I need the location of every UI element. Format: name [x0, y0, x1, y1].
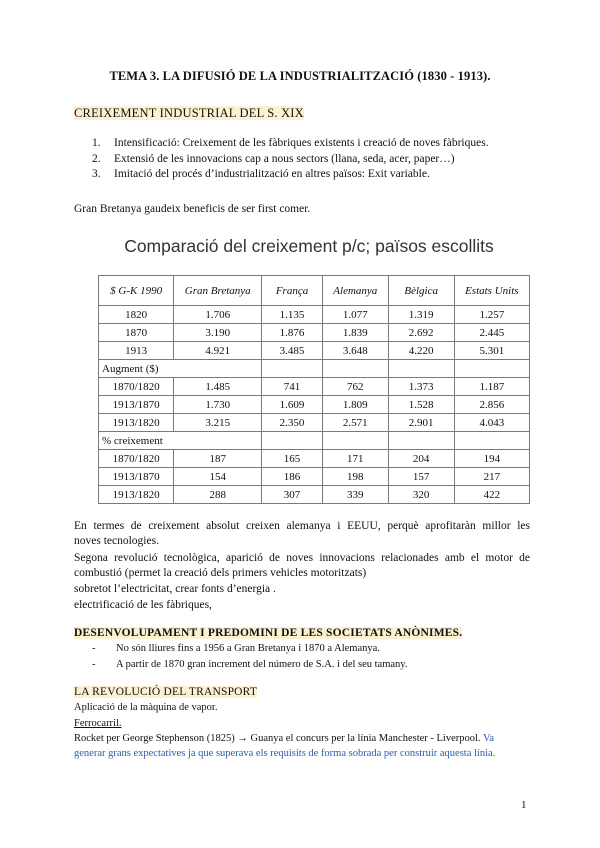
list-number: 2. — [92, 152, 101, 165]
table-cell: 1820 — [99, 306, 174, 324]
paragraph-2-line-2: combustió (permet la creació dels primers vehicles motoritzats) — [74, 567, 367, 579]
table-cell: 217 — [454, 468, 529, 486]
list-text: Extensió de les innovacions cap a nous sectors (llana, seda, acer, paper…) — [114, 152, 455, 165]
table-cell: 194 — [454, 450, 529, 468]
table-cell: 3.190 — [174, 324, 262, 342]
list-dash: - — [92, 659, 96, 670]
table-section-label: % creixement — [99, 432, 174, 450]
table-header-cell: Alemanya — [322, 276, 388, 306]
section1-heading-text: CREIXEMENT INDUSTRIAL DEL S. XIX — [74, 106, 304, 120]
paragraph-4: electrificació de les fàbriques, — [74, 599, 212, 611]
table-cell: 1.257 — [454, 306, 529, 324]
table-cell: 1.706 — [174, 306, 262, 324]
table-cell: 171 — [322, 450, 388, 468]
table-row — [99, 306, 530, 324]
table-cell: 1870/1820 — [99, 378, 174, 396]
table-cell: 1870/1820 — [99, 450, 174, 468]
growth-comparison-table — [98, 275, 530, 504]
table-cell: 1.373 — [388, 378, 454, 396]
table-cell: 1913 — [99, 342, 174, 360]
table-cell: 1.876 — [262, 324, 323, 342]
table-cell: 4.921 — [174, 342, 262, 360]
paragraph-1-line-1: En termes de creixement absolut creixen alemanya i EEUU, perquè aprofitaràn millor les — [74, 520, 530, 532]
table-cell: 187 — [174, 450, 262, 468]
list-item — [92, 641, 532, 657]
rocket-text-blue: Va — [483, 733, 495, 744]
first-comer-note: Gran Bretanya gaudeix beneficis de ser first comer. — [74, 203, 311, 215]
railway-subheading: Ferrocarril. — [74, 718, 122, 729]
list-item — [92, 167, 542, 183]
table-cell: 288 — [174, 486, 262, 504]
table-cell: 5.301 — [454, 342, 529, 360]
table-cell: 741 — [262, 378, 323, 396]
table-section-row — [99, 432, 530, 450]
table-cell: 1913/1820 — [99, 414, 174, 432]
table-header-cell: Bèlgica — [388, 276, 454, 306]
expectations-line: generar grans expectatives ja que superava els requisits de forma sobrada per construir aquesta línia. — [74, 748, 496, 759]
table-row — [99, 396, 530, 414]
table-cell: 186 — [262, 468, 323, 486]
table-row — [99, 468, 530, 486]
table-header-cell: França — [262, 276, 323, 306]
list-item — [92, 657, 532, 673]
table-cell: 1913/1820 — [99, 486, 174, 504]
list-dash: - — [92, 643, 96, 654]
table-cell: 1.609 — [262, 396, 323, 414]
table-row — [99, 450, 530, 468]
section-heading-societies — [74, 627, 462, 639]
table-cell: 2.901 — [388, 414, 454, 432]
table-cell: 1.077 — [322, 306, 388, 324]
table-cell: 154 — [174, 468, 262, 486]
table-cell: 1.135 — [262, 306, 323, 324]
table-cell: 204 — [388, 450, 454, 468]
table-cell: 422 — [454, 486, 529, 504]
table-row — [99, 378, 530, 396]
section2-heading-text: DESENVOLUPAMENT I PREDOMINI DE LES SOCIETATS ANÒNIMES. — [74, 627, 463, 639]
table-cell: 2.856 — [454, 396, 529, 414]
table-cell: 4.043 — [454, 414, 529, 432]
section3-heading-text: LA REVOLUCIÓ DEL TRANSPORT — [74, 686, 258, 698]
table-cell: 1870 — [99, 324, 174, 342]
table-header-cell: Gran Bretanya — [174, 276, 262, 306]
table-header-cell: Estats Units — [454, 276, 529, 306]
table-row — [99, 414, 530, 432]
list-item — [92, 152, 542, 168]
table-cell: 3.485 — [262, 342, 323, 360]
table-cell: 1.319 — [388, 306, 454, 324]
table-cell: 339 — [322, 486, 388, 504]
rocket-text: Rocket per George Stephenson (1825) → Guanya el concurs per la línia Manchester - Liverpool. — [74, 733, 481, 744]
list-item — [92, 136, 542, 152]
section-heading-transport — [74, 686, 257, 698]
table-cell: 2.571 — [322, 414, 388, 432]
table-cell: 307 — [262, 486, 323, 504]
table-row — [99, 342, 530, 360]
list-text: Imitació del procés d’industrialització en altres països: Exit variable. — [114, 168, 430, 180]
table-cell: 2.445 — [454, 324, 529, 342]
table-cell: 3.215 — [174, 414, 262, 432]
steam-engine-line: Aplicació de la màquina de vapor. — [74, 702, 218, 713]
table-cell: 165 — [262, 450, 323, 468]
list-text: Intensificació: Creixement de les fàbriques existents i creació de noves fàbriques. — [114, 137, 489, 149]
table-cell: 2.692 — [388, 324, 454, 342]
table-cell: 1.528 — [388, 396, 454, 414]
table-header-row — [99, 276, 530, 306]
table-cell: 1.187 — [454, 378, 529, 396]
table-cell: 4.220 — [388, 342, 454, 360]
paragraph-1-line-2: noves tecnologies. — [74, 535, 159, 547]
rocket-line — [74, 731, 494, 747]
table-cell: 1.839 — [322, 324, 388, 342]
table-cell: 320 — [388, 486, 454, 504]
growth-list — [92, 136, 542, 183]
table-cell: 1.809 — [322, 396, 388, 414]
table-section-label: Augment ($) — [99, 360, 174, 378]
table-title: Comparació del creixement p/c; països escollits — [124, 236, 494, 256]
page-number: 1 — [521, 799, 527, 811]
paragraph-2-line-1: Segona revolució tecnològica, aparició de noves innovacions relacionades amb el motor de — [74, 552, 530, 564]
paragraph-3: sobretot l’electricitat, crear fonts d’energia . — [74, 583, 276, 595]
section-heading-industrial-growth — [74, 106, 304, 121]
table-cell: 1913/1870 — [99, 396, 174, 414]
societies-list — [92, 641, 532, 673]
table-section-row — [99, 360, 530, 378]
list-number: 1. — [92, 137, 101, 149]
table-cell: 762 — [322, 378, 388, 396]
table-header-cell: $ G-K 1990 — [99, 276, 174, 306]
table-cell: 2.350 — [262, 414, 323, 432]
document-title: TEMA 3. LA DIFUSIÓ DE LA INDUSTRIALITZACIÓ (1830 - 1913). — [109, 69, 491, 83]
table-cell: 157 — [388, 468, 454, 486]
table-cell: 1913/1870 — [99, 468, 174, 486]
table-cell: 1.730 — [174, 396, 262, 414]
list-text: No són lliures fins a 1956 a Gran Bretanya i 1870 a Alemanya. — [116, 643, 380, 654]
table-cell: 3.648 — [322, 342, 388, 360]
table-row — [99, 486, 530, 504]
list-number: 3. — [92, 168, 101, 180]
table-cell: 1.485 — [174, 378, 262, 396]
list-text: A partir de 1870 gran increment del número de S.A. i del seu tamany. — [116, 659, 408, 670]
table-row — [99, 324, 530, 342]
table-cell: 198 — [322, 468, 388, 486]
